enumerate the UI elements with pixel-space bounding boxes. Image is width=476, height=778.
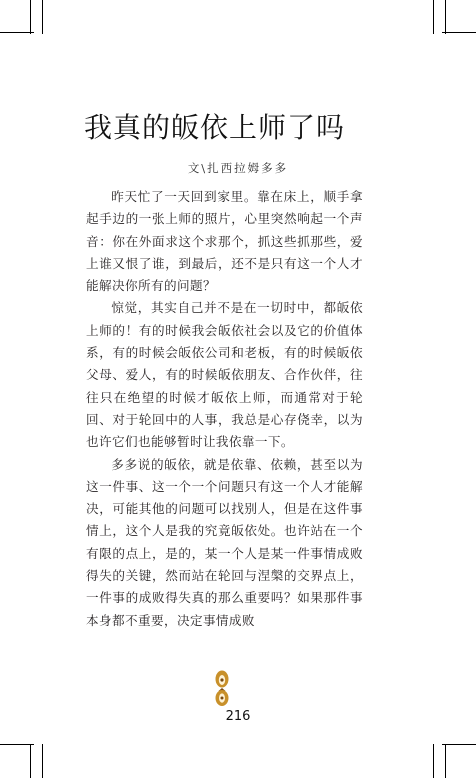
crop-mark bbox=[433, 0, 434, 34]
crop-mark bbox=[30, 744, 31, 778]
crop-mark bbox=[42, 744, 43, 778]
crop-mark bbox=[0, 744, 34, 745]
crop-mark bbox=[433, 744, 434, 778]
crop-mark bbox=[42, 0, 43, 34]
article-body bbox=[86, 186, 363, 632]
paragraph: 惊觉，其实自己并不是在一切时中，都皈依上师的！有的时候我会皈依社会以及它的价值体系，有的时候会皈依公司和老板，有的时候皈依父母、爱人，有的时候皈依朋友、合作伙伴，往往只在绝望的时候才皈依上师，而通常对于轮回、对于轮回中的人事，我总是心存侥幸，以为也许它们也能够暂时让我依靠一下。 bbox=[86, 300, 363, 450]
page-number: 216 bbox=[225, 709, 251, 724]
paragraph: 多多说的皈依，就是依靠、依赖，甚至以为这一件事、这一个一个问题只有这一个人才能解决，可能其他的问题可以找别人，但是在这件事情上，这个人是我的究竟皈依处。也许站在一个有限的点上，是的，某一个人是某一件事情成败得失的关键，然而站在轮回与涅槃的交界点上，一件事的成败得失真的那么重要吗？如果那件事本身都不重要，决定事情成败 bbox=[86, 456, 363, 628]
crop-mark bbox=[0, 32, 34, 33]
crop-mark bbox=[442, 744, 476, 745]
paragraph: 昨天忙了一天回到家里。靠在床上，顺手拿起手边的一张上师的照片，心里突然响起一个声音：你在外面求这个求那个，抓这些抓那些，爱上谁又恨了谁，到最后，还不是只有这一个人才能解决你所有的问题？ bbox=[86, 189, 363, 294]
lotus-flame-ornament-icon bbox=[212, 668, 232, 708]
crop-mark bbox=[445, 0, 446, 34]
crop-mark bbox=[445, 744, 446, 778]
crop-mark bbox=[30, 0, 31, 34]
article-title: 我真的皈依上师了吗 bbox=[84, 111, 346, 144]
crop-mark bbox=[442, 32, 476, 33]
article-author: 文\扎西拉姆多多 bbox=[187, 161, 289, 175]
